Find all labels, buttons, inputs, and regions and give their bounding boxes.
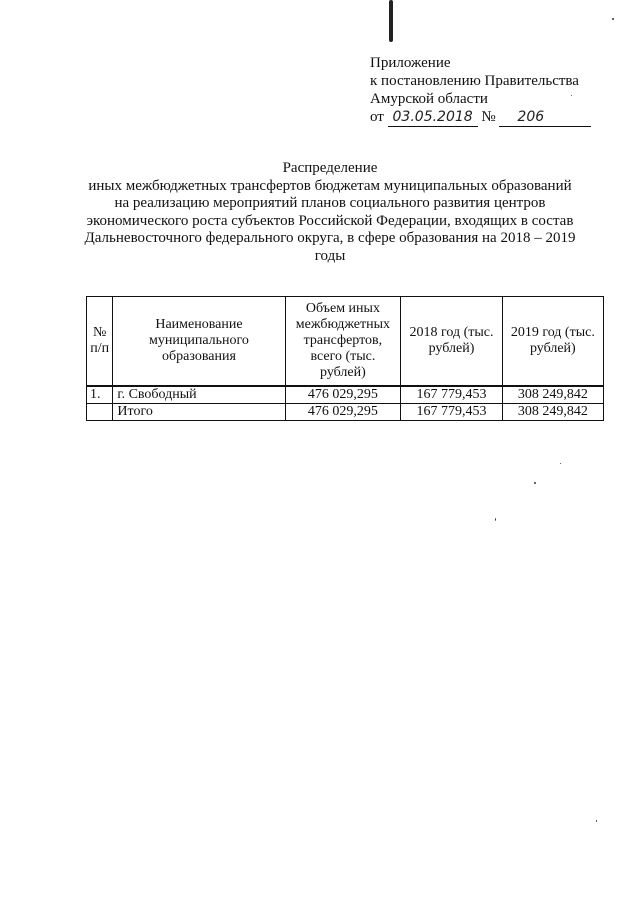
title-line-6: годы	[314, 247, 346, 264]
totals-label: Итого	[113, 404, 285, 421]
scan-mark	[389, 0, 393, 42]
row-num: 1.	[87, 386, 113, 404]
row-name: г. Свободный	[113, 386, 285, 404]
number-prefix: №	[481, 109, 496, 125]
approval-line-3: Амурской области	[370, 91, 488, 107]
approval-line-1: Приложение	[370, 55, 451, 71]
header-total: Объем иных межбюджетных трансфертов, всего (тыс. рублей)	[285, 297, 401, 387]
row-total: 476 029,295	[285, 386, 401, 404]
scan-speck	[534, 482, 536, 484]
table-row	[87, 386, 604, 404]
totals-num	[87, 404, 113, 421]
distribution-table	[86, 296, 604, 421]
handwritten-number: 206	[499, 108, 591, 127]
totals-row	[87, 404, 604, 421]
header-2019: 2019 год (тыс. рублей)	[502, 297, 603, 387]
document-title	[60, 160, 600, 265]
handwritten-date: 03.05.2018	[388, 108, 478, 127]
title-line-5: Дальневосточного федерального округа, в сфере образования на 2018 – 2019	[84, 230, 576, 246]
scan-speck	[560, 463, 561, 464]
approval-line-2: к постановлению Правительства	[370, 73, 579, 89]
scan-speck	[612, 18, 614, 20]
distribution-table-wrap	[86, 296, 604, 421]
table-header-row	[87, 297, 604, 387]
header-2018: 2018 год (тыс. рублей)	[401, 297, 502, 387]
scan-speck	[596, 820, 597, 822]
header-name: Наименование муниципального образования	[113, 297, 285, 387]
approval-date-number-line	[370, 108, 620, 127]
title-line-4: экономического роста субъектов Российской Федерации, входящих в состав	[86, 212, 574, 229]
title-line-1: Распределение	[282, 160, 378, 176]
totals-total: 476 029,295	[285, 404, 401, 421]
row-2018: 167 779,453	[401, 386, 502, 404]
row-2019: 308 249,842	[502, 386, 603, 404]
totals-2018: 167 779,453	[401, 404, 502, 421]
title-line-2: иных межбюджетных трансфертов бюджетам муниципальных образований	[88, 177, 572, 194]
title-line-3: на реализацию мероприятий планов социального развития центров	[114, 195, 546, 211]
scan-speck	[495, 518, 496, 521]
totals-2019: 308 249,842	[502, 404, 603, 421]
approval-block	[370, 54, 620, 127]
date-prefix: от	[370, 109, 384, 125]
header-num: № п/п	[87, 297, 113, 387]
